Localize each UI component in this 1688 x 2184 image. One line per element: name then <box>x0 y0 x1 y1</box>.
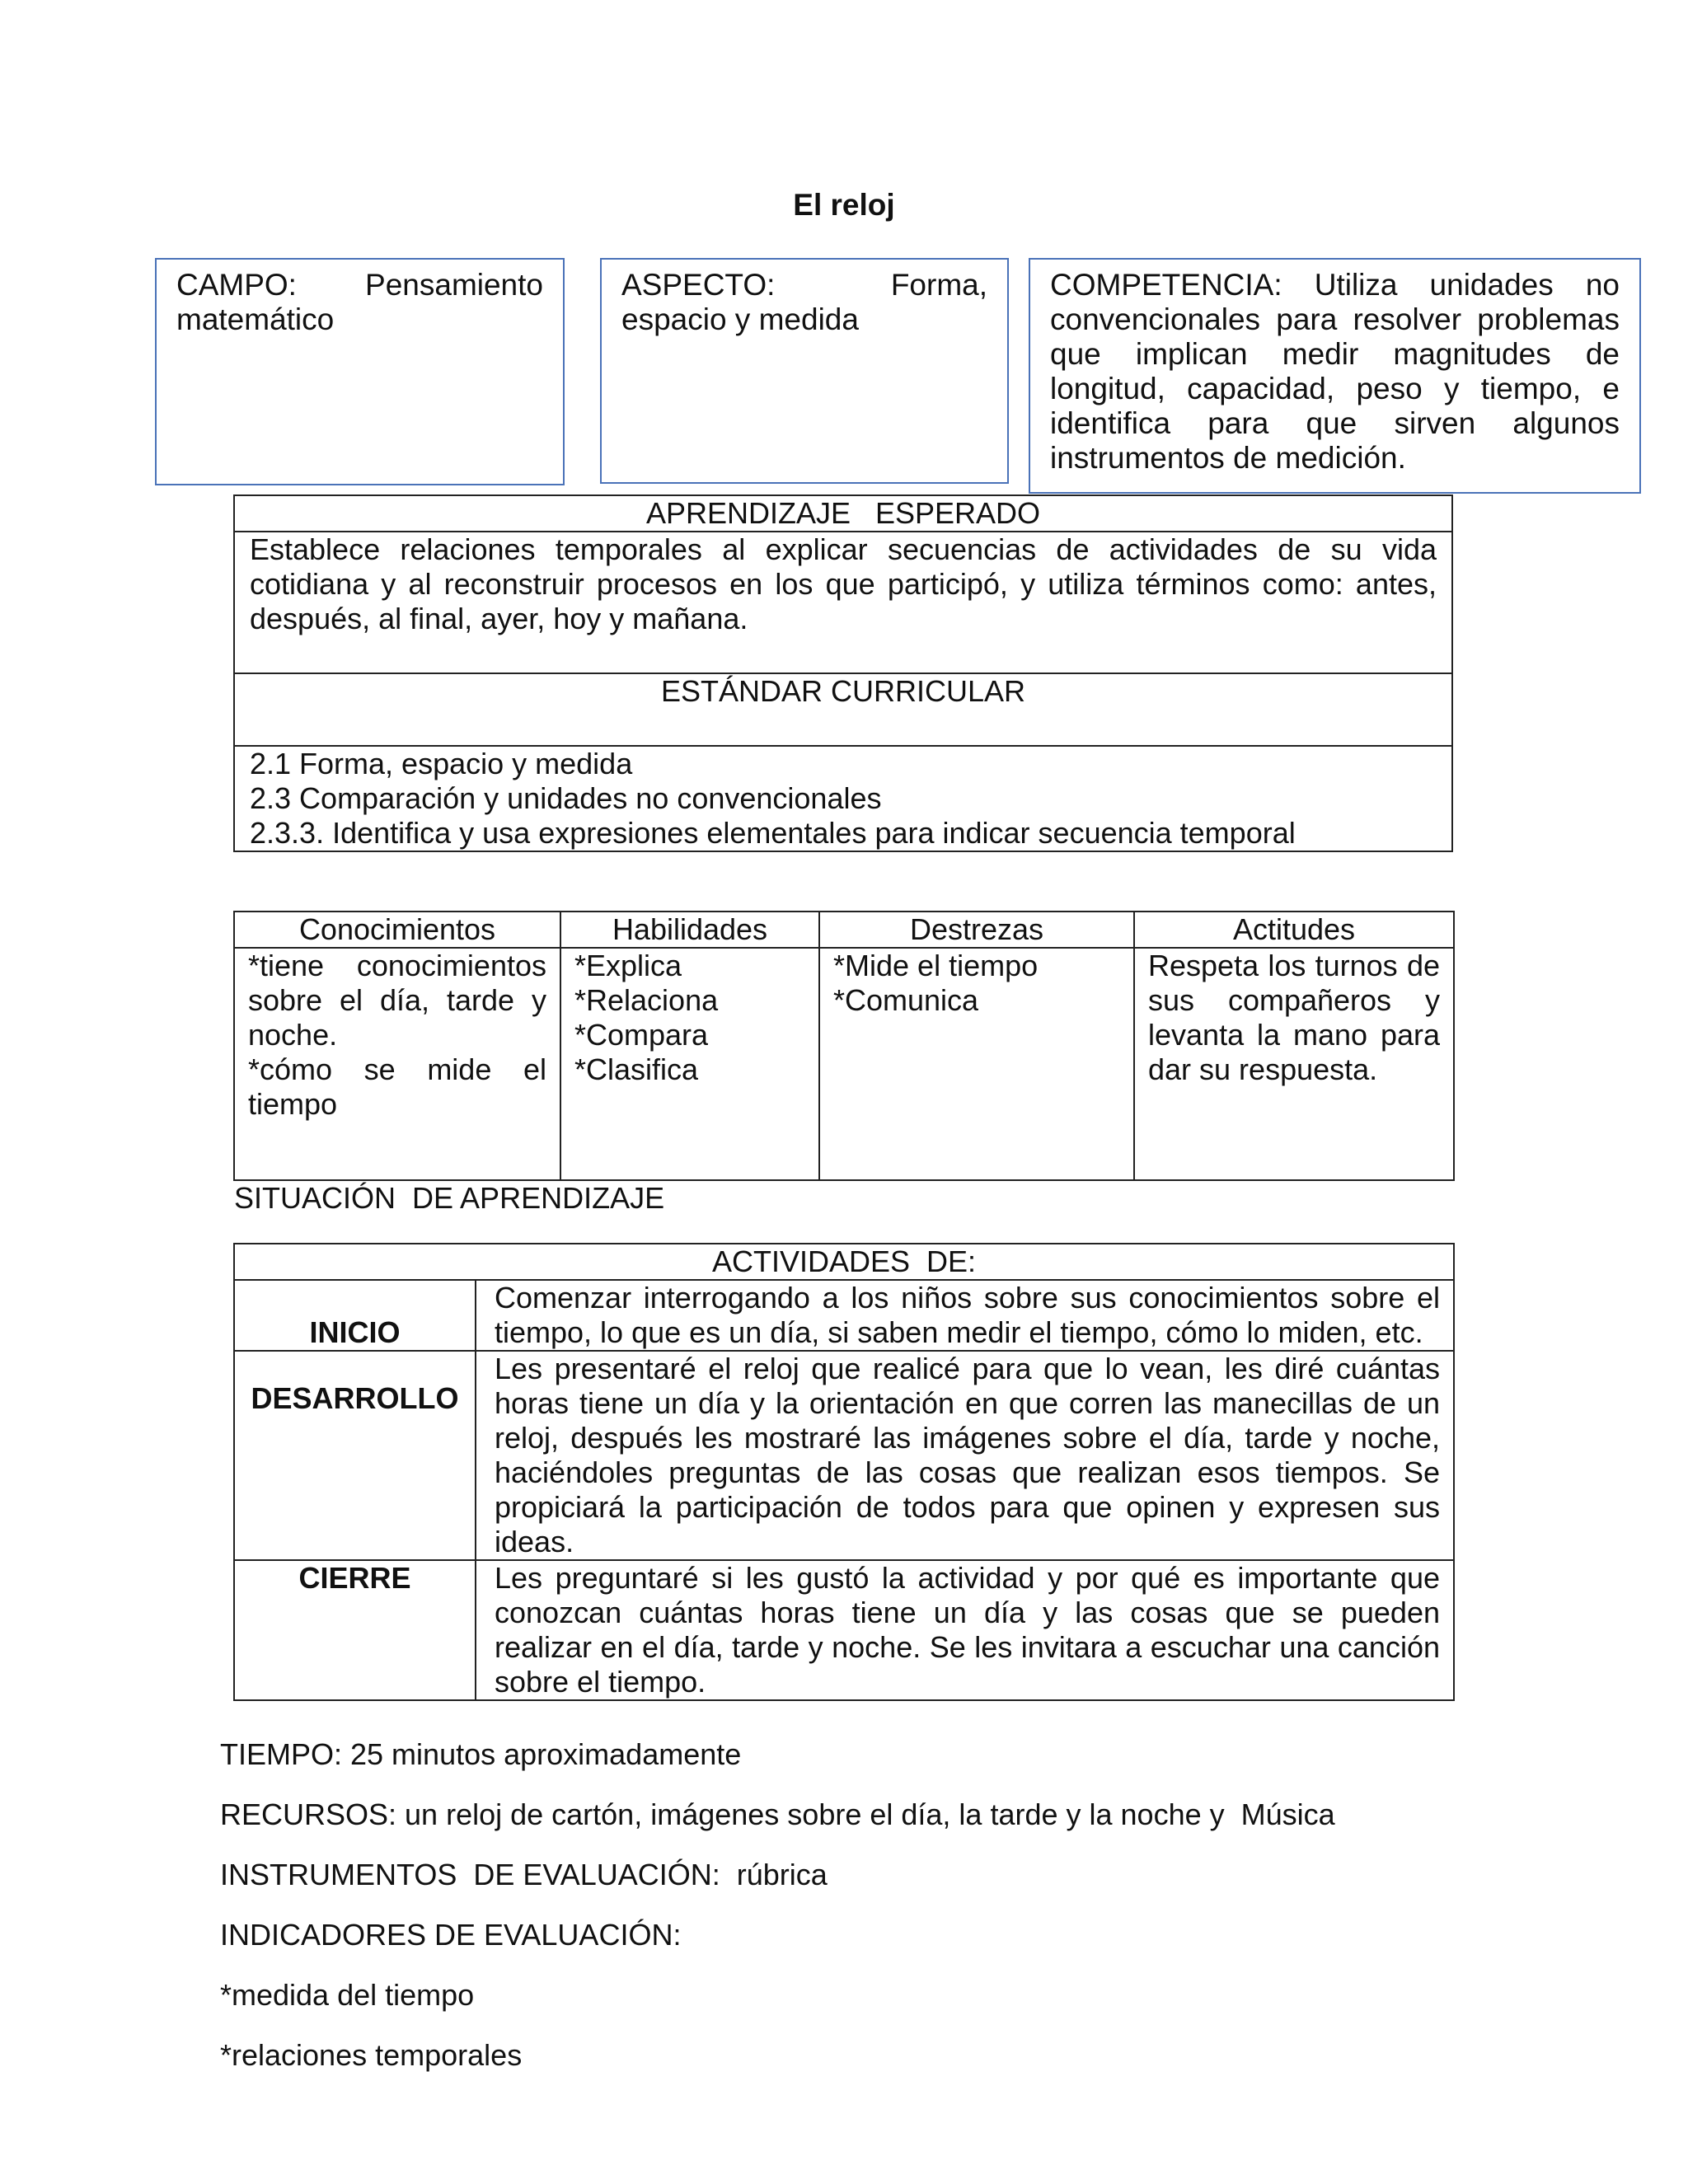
situacion-heading: SITUACIÓN DE APRENDIZAJE <box>234 1181 665 1215</box>
conocimientos-item: *tiene conocimientos sobre el día, tarde y noche. <box>248 949 546 1052</box>
campo-value-2: matemático <box>176 302 335 336</box>
estandar-header: ESTÁNDAR CURRICULAR <box>234 673 1452 746</box>
tiempo-line: TIEMPO: 25 minutos aproximadamente <box>220 1737 742 1771</box>
estandar-item: 2.1 Forma, espacio y medida <box>250 747 633 780</box>
aspecto-value-2: espacio y medida <box>621 302 859 336</box>
aprendizaje-header: APRENDIZAJE ESPERADO <box>234 495 1452 532</box>
conocimientos-item: *cómo se mide el tiempo <box>248 1052 546 1121</box>
destrezas-cell <box>819 948 1134 1180</box>
aprendizaje-text: Establece relaciones temporales al explicar secuencias de actividades de su vida cotidiana y al reconstruir procesos en los que participó, y utiliza términos como: antes, después, al final, ayer, hoy y mañana. <box>234 532 1452 673</box>
inicio-text: Comenzar interrogando a los niños sobre sus conocimientos sobre el tiempo, lo que es un día, si saben medir el tiempo, cómo lo miden, etc. <box>476 1280 1454 1351</box>
header-destrezas: Destrezas <box>819 912 1134 948</box>
habilidades-item: *Explica <box>574 949 682 982</box>
inicio-label: INICIO <box>234 1280 476 1351</box>
aprendizaje-table <box>233 494 1453 852</box>
conocimientos-cell <box>234 948 560 1180</box>
indicadores-line: INDICADORES DE EVALUACIÓN: <box>220 1918 682 1952</box>
competencia-text: COMPETENCIA: Utiliza unidades no convencionales para resolver problemas que implican medir magnitudes de longitud, capacidad, peso y tiempo, e identifica para que sirven algunos instrumentos de medición. <box>1050 268 1620 475</box>
aspecto-box <box>600 258 1009 484</box>
recursos-line: RECURSOS: un reloj de cartón, imágenes sobre el día, la tarde y la noche y Música <box>220 1797 1335 1831</box>
campo-label: CAMPO: <box>176 268 297 302</box>
header-habilidades: Habilidades <box>560 912 819 948</box>
cierre-text: Les preguntaré si les gustó la actividad y por qué es importante que conozcan cuántas horas tiene un día y las cosas que se pueden realizar en el día, tarde y noche. Se les invitara a escuchar una canción sobre el tiempo. <box>476 1560 1454 1700</box>
page-title: El reloj <box>793 188 895 222</box>
estandar-item: 2.3.3. Identifica y usa expresiones elementales para indicar secuencia temporal <box>250 816 1296 850</box>
estandar-item: 2.3 Comparación y unidades no convencionales <box>250 781 882 815</box>
header-conocimientos: Conocimientos <box>234 912 560 948</box>
habilidades-item: *Relaciona <box>574 983 719 1017</box>
indicador-item: *relaciones temporales <box>220 2038 523 2072</box>
actitudes-cell: Respeta los turnos de sus compañeros y levanta la mano para dar su respuesta. <box>1134 948 1454 1180</box>
habilidades-item: *Clasifica <box>574 1052 699 1086</box>
estandar-list <box>234 746 1452 851</box>
habilidades-item: *Compara <box>574 1018 709 1052</box>
actividades-header: ACTIVIDADES DE: <box>234 1244 1454 1280</box>
actividades-table <box>233 1243 1455 1701</box>
header-actitudes: Actitudes <box>1134 912 1454 948</box>
destrezas-item: *Comunica <box>833 983 979 1017</box>
campo-value-1: Pensamiento <box>365 268 543 302</box>
competencia-box <box>1029 258 1641 494</box>
campo-box <box>155 258 565 485</box>
cierre-label: CIERRE <box>234 1560 476 1700</box>
indicador-item: *medida del tiempo <box>220 1978 475 2012</box>
habilidades-cell <box>560 948 819 1180</box>
aspecto-value-1: Forma, <box>890 268 987 302</box>
desarrollo-label: DESARROLLO <box>234 1351 476 1560</box>
competencias-table <box>233 911 1455 1181</box>
desarrollo-text: Les presentaré el reloj que realicé para que lo vean, les diré cuántas horas tiene un día y la orientación en que corren las manecillas de un reloj, después les mostraré las imágenes sobre el día, tarde y noche, haciéndoles preguntas de las cosas que realizan esos tiempos. Se propiciará la participación de todos para que opinen y expresen sus ideas. <box>476 1351 1454 1560</box>
instrumentos-line: INSTRUMENTOS DE EVALUACIÓN: rúbrica <box>220 1858 828 1891</box>
aspecto-label: ASPECTO: <box>621 268 776 302</box>
destrezas-item: *Mide el tiempo <box>833 949 1039 982</box>
